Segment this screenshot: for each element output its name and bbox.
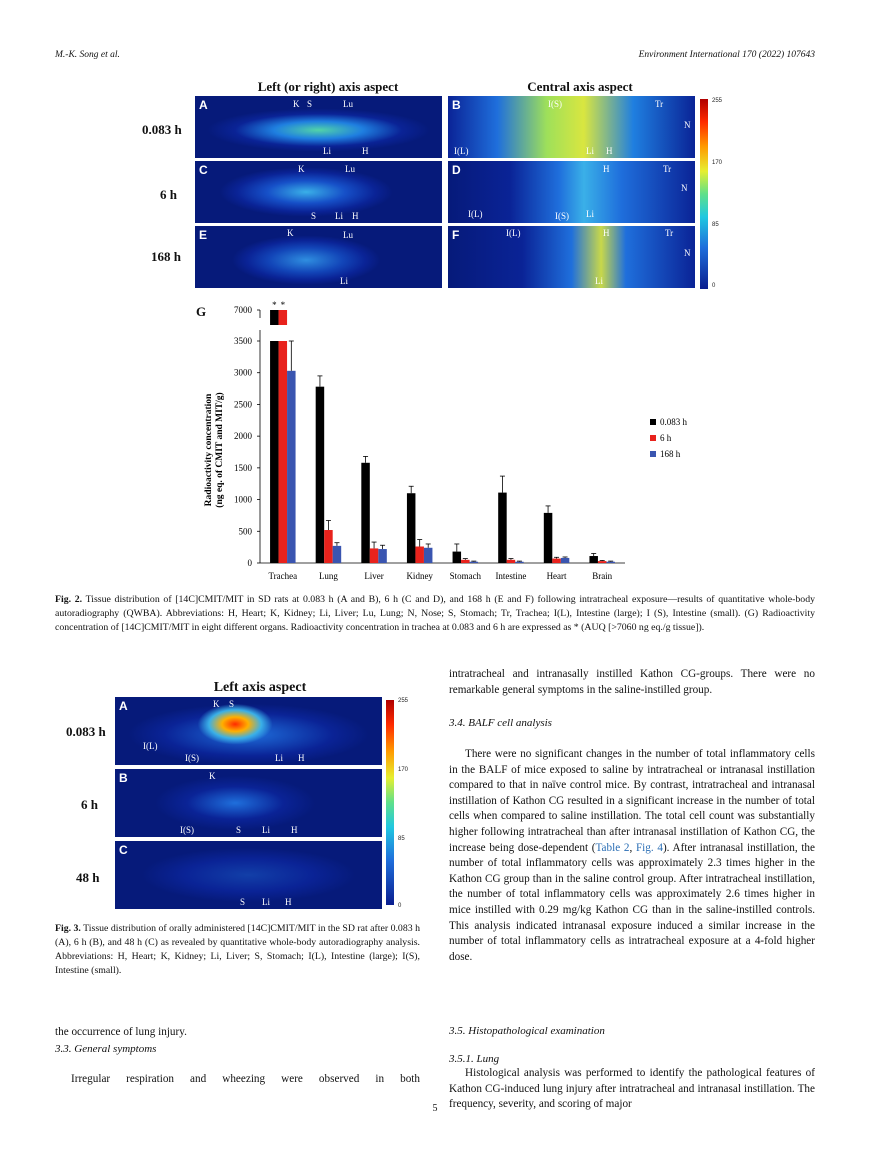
legend-swatch <box>650 435 656 441</box>
organ-label: H <box>603 164 610 174</box>
panel-letter: F <box>452 228 460 242</box>
asterisk: * <box>272 300 277 310</box>
fig3-row-label: 48 h <box>76 870 100 885</box>
panel-letter: B <box>119 771 128 785</box>
colorbar <box>386 700 394 905</box>
bar <box>453 552 462 563</box>
x-tick-label: Brain <box>592 571 613 581</box>
organ-label: Li <box>595 276 603 286</box>
balf-text-part1: There were no significant changes in the number of total inflammatory cells in the BALF of mice exposed to saline by intratracheal or intranasal instillation compared to that in naïve control mice. By contrast, intratracheal and intranasal instillation of Kathon CG resulted in a significant increase in the number of total cells when compared to saline instillation. The total cell count was substantially higher following intratracheal than after intranasal instillation of Kathon CG, the increase being dose-dependent ( <box>449 748 815 854</box>
organ-label: Li <box>262 897 270 907</box>
organ-label: Lu <box>345 164 355 174</box>
organ-label: Li <box>335 211 343 221</box>
y-tick-label: 2000 <box>234 431 252 442</box>
organ-label: I(L) <box>454 146 469 156</box>
right-paragraph-lung: Histological analysis was performed to identify the pathological features of Kathon CG-induced lung injury after intratracheal and intranasal instillation. The frequency, severity, and scoring of major <box>449 1067 815 1111</box>
left-paragraph-symptoms: Irregular respiration and wheezing were observed in both <box>71 1073 420 1085</box>
bar <box>498 493 507 563</box>
organ-label: I(L) <box>506 228 521 238</box>
autoradiograph-panel-f <box>448 226 695 288</box>
left-paragraph-end: the occurrence of lung injury. <box>55 1026 187 1038</box>
y-tick-label: 3000 <box>234 367 252 378</box>
bar <box>287 371 296 563</box>
bar <box>470 562 479 563</box>
organ-label: I(L) <box>468 209 483 219</box>
right-paragraph-balf <box>449 747 815 965</box>
colorbar-tick: 0 <box>398 903 402 909</box>
organ-label: Li <box>275 753 283 763</box>
bar <box>544 513 553 563</box>
fig3-caption <box>55 922 420 978</box>
link-separator: , <box>629 841 636 854</box>
section-heading-3-3: 3.3. General symptoms <box>55 1043 157 1055</box>
panel-letter: A <box>199 98 208 112</box>
bar-break-segment <box>270 310 279 325</box>
organ-label: I(L) <box>143 741 158 751</box>
bar <box>424 548 433 563</box>
fig2-caption-label: Fig. 2. <box>55 594 83 605</box>
bar <box>461 560 470 563</box>
colorbar-tick: 85 <box>398 836 405 842</box>
y-tick-label: 7000 <box>234 305 252 315</box>
fig3-caption-label: Fig. 3. <box>55 923 81 934</box>
fig2-caption <box>55 593 815 635</box>
organ-label: I(S) <box>555 211 569 221</box>
bar <box>515 562 524 563</box>
bar <box>324 530 333 563</box>
page-number: 5 <box>432 1103 438 1114</box>
section-heading-3-5-1: 3.5.1. Lung <box>449 1053 500 1065</box>
fig2-column-title-right: Central axis aspect <box>527 79 633 94</box>
x-tick-label: Intestine <box>495 571 527 581</box>
x-tick-label: Trachea <box>268 571 298 581</box>
organ-label: K <box>298 164 305 174</box>
organ-label: N <box>681 183 688 193</box>
legend-label: 168 h <box>660 449 681 459</box>
y-axis-label: Radioactivity concentration <box>204 393 214 507</box>
organ-label: H <box>362 146 369 156</box>
bar <box>561 558 570 563</box>
organ-label: K <box>287 228 294 238</box>
bar <box>333 546 342 563</box>
fig2-column-title-left: Left (or right) axis aspect <box>257 79 399 94</box>
autoradiograph-panel-d <box>448 161 695 223</box>
panel-letter: C <box>199 163 208 177</box>
y-tick-label: 500 <box>238 526 252 537</box>
y-tick-label: 1000 <box>234 494 252 505</box>
legend-label: 0.083 h <box>660 417 687 427</box>
autoradiograph-fig3-panel-b <box>115 769 382 837</box>
organ-label: H <box>603 228 610 238</box>
fig3-row-label: 6 h <box>81 797 98 812</box>
legend-label: 6 h <box>660 433 672 443</box>
organ-label: N <box>684 120 691 130</box>
organ-label: K <box>209 771 216 781</box>
colorbar-tick: 0 <box>712 283 716 289</box>
organ-label: Li <box>586 209 594 219</box>
x-tick-label: Lung <box>318 571 338 581</box>
bar <box>507 560 516 563</box>
y-tick-label: 1500 <box>234 462 252 473</box>
colorbar-tick: 170 <box>712 160 723 166</box>
table-2-link[interactable]: Table 2 <box>595 841 630 854</box>
organ-label: Li <box>586 146 594 156</box>
panel-letter: A <box>119 699 128 713</box>
bar <box>598 561 607 563</box>
bar-chart-g <box>195 300 715 585</box>
y-tick-label: 0 <box>247 558 252 568</box>
organ-label: Lu <box>343 230 353 240</box>
panel-letter: B <box>452 98 461 112</box>
bar <box>316 387 325 563</box>
bar <box>606 562 615 563</box>
autoradiograph-panel-a <box>195 96 442 158</box>
organ-label: Li <box>340 276 348 286</box>
autoradiograph-panel-c <box>195 161 442 223</box>
bar <box>370 548 379 563</box>
bar <box>415 547 424 563</box>
bar <box>378 549 387 563</box>
x-tick-label: Liver <box>364 571 384 581</box>
colorbar-tick: 85 <box>712 222 719 228</box>
autoradiograph-fig3-panel-c <box>115 841 382 909</box>
organ-label: S <box>236 825 242 835</box>
section-heading-3-5: 3.5. Histopathological examination <box>449 1025 605 1037</box>
organ-label: K <box>293 99 300 109</box>
right-paragraph-intro: intratracheal and intranasally instilled Kathon CG-groups. There were no remarkable general symptoms in the saline-instilled group. <box>449 668 815 696</box>
organ-label: Tr <box>665 228 674 238</box>
organ-label: N <box>684 248 691 258</box>
organ-label: H <box>298 753 305 763</box>
organ-label: S <box>311 211 317 221</box>
legend-swatch <box>650 419 656 425</box>
organ-label: Li <box>323 146 331 156</box>
asterisk: * <box>280 300 286 310</box>
fig3-title: Left axis aspect <box>213 680 307 695</box>
fig3-caption-text: Tissue distribution of orally administered [14C]CMIT/MIT in the SD rat after 0.083 h (A), 6 h (B), and 48 h (C) as revealed by quantitative whole-body autoradiography analysis. Abbreviations: H, Heart; K, Kidney; Li, Liver; S, Stomach; I(L), Intestine (large); I(S), Intestine (small). <box>55 923 420 976</box>
y-axis-label: (ng eq. of CMIT and MIT/g) <box>215 392 225 508</box>
bar <box>552 559 561 563</box>
organ-label: I(S) <box>548 99 562 109</box>
y-tick-label: 3500 <box>234 336 252 346</box>
panel-letter: C <box>119 843 128 857</box>
panel-letter: E <box>199 228 208 242</box>
organ-label: I(S) <box>185 753 199 763</box>
bar <box>279 341 288 563</box>
organ-label: H <box>352 211 359 221</box>
x-tick-label: Stomach <box>449 571 482 581</box>
fig3-row-label: 0.083 h <box>66 724 106 739</box>
x-tick-label: Heart <box>546 571 567 581</box>
panel-letter: D <box>452 163 461 177</box>
colorbar <box>700 99 708 289</box>
organ-label: K <box>213 699 220 709</box>
organ-label: S <box>240 897 246 907</box>
colorbar-tick: 170 <box>398 767 409 773</box>
organ-label: H <box>285 897 292 907</box>
autoradiograph-panel-e <box>195 226 442 288</box>
fig-4-link[interactable]: Fig. 4 <box>635 841 663 854</box>
organ-label: H <box>606 146 613 156</box>
organ-label: H <box>291 825 298 835</box>
bar <box>589 556 598 563</box>
x-tick-label: Kidney <box>406 571 433 581</box>
organ-label: S <box>229 699 235 709</box>
autoradiograph-fig3-panel-a <box>115 697 382 765</box>
organ-label: I(S) <box>180 825 194 835</box>
colorbar-tick: 255 <box>712 98 723 104</box>
running-header-authors: M.-K. Song et al. <box>55 50 120 60</box>
y-tick-label: 2500 <box>234 399 252 410</box>
bar <box>270 341 279 563</box>
fig2-row-label: 168 h <box>151 249 181 264</box>
bar <box>407 493 416 563</box>
autoradiograph-panel-b <box>448 96 695 158</box>
fig2-caption-text: Tissue distribution of [14C]CMIT/MIT in SD rats at 0.083 h (A and B), 6 h (C and D), and 168 h (E and F) following intratracheal exposure—results of quantitative whole-body autoradiography (QWBA). Abbreviations: H, Heart; K, Kidney; Li, Liver; Lu, Lung; N, Nose; S, Stomach; Tr, Trachea; I(L), Intestine (large); I (S), Intestine (small). (G) Radioactivity concentration of [14C]CMIT/MIT in eight different organs. Radioactivity concentration in trachea at 0.083 and 6 h are expressed as * (AUQ [>7060 ng eq./g tissue]). <box>55 594 815 633</box>
organ-label: Tr <box>663 164 672 174</box>
organ-label: S <box>307 99 313 109</box>
panel-letter-g: G <box>196 304 207 319</box>
legend-swatch <box>650 451 656 457</box>
section-heading-3-4: 3.4. BALF cell analysis <box>449 717 552 729</box>
colorbar-tick: 255 <box>398 698 409 704</box>
bar-break-segment <box>279 310 288 325</box>
organ-label: Li <box>262 825 270 835</box>
running-header-journal: Environment International 170 (2022) 107643 <box>638 50 815 60</box>
bar <box>361 463 370 563</box>
organ-label: Lu <box>343 99 353 109</box>
fig2-row-label: 0.083 h <box>142 122 182 137</box>
fig2-row-label: 6 h <box>160 187 177 202</box>
organ-label: Tr <box>655 99 664 109</box>
balf-text-part2: ). After intranasal instillation, the number of total inflammatory cells was approximately 2.3 times higher in the Kathon CG group than in the saline control group. After intratracheal instillation, the number of total inflammatory cells was approximately 2.6 times higher in mice instilled with 0.29 mg/kg Kathon CG than in the saline-instilled controls. This analysis indicated intranasal exposure induced a similar increase in the number of total inflammatory cells as intratracheal exposure at a 4-fold higher dose. <box>449 841 815 963</box>
